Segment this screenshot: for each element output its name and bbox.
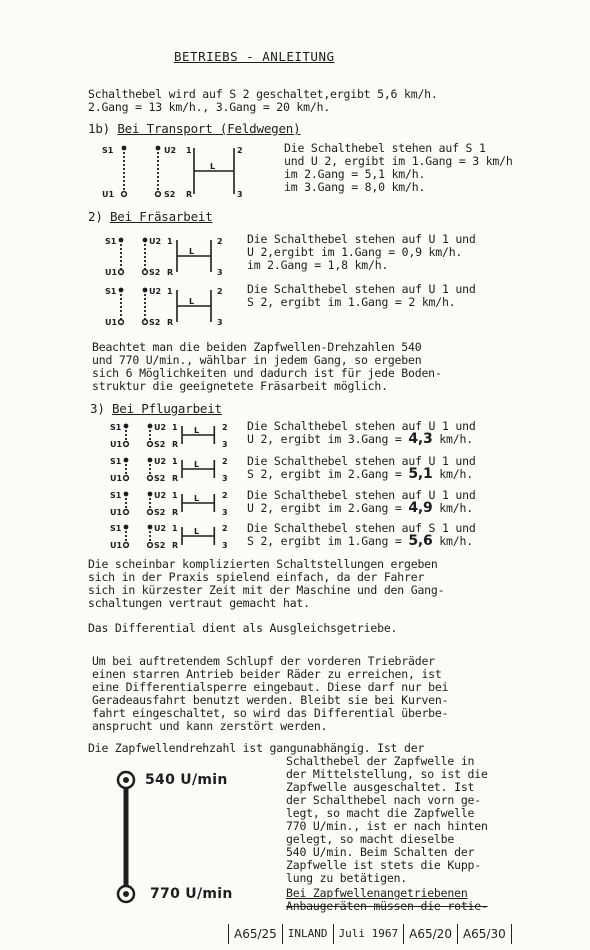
gear4-label-1: 1	[172, 457, 178, 466]
gear3-label-u1: U1	[110, 440, 123, 449]
gear-diagram-pflug-2	[110, 454, 245, 484]
zapfwelle-line-6: 770 U/min., ist er nach hinten	[286, 819, 488, 833]
gear6-label-3: 3	[222, 541, 228, 550]
gear5-label-2: 2	[222, 491, 228, 500]
gear0-label-2: 2	[237, 146, 243, 155]
pflug-row4-line-2: S 2, ergibt im 1.Gang = 5,6 km/h.	[247, 533, 473, 549]
zapfwelle-line-10: lung zu betätigen.	[286, 871, 408, 885]
gear-diagram-fraesen-1	[105, 234, 240, 278]
gear-diagram-fraesen-2	[105, 284, 240, 328]
fraesen-block1-line-2: U 2,ergibt im 1.Gang = 0,9 km/h.	[247, 245, 463, 259]
gear-diagram-pflug-3	[110, 488, 245, 518]
gear1-lever-s-bottom-dot	[119, 270, 124, 275]
gear4-label-r: R	[172, 474, 179, 483]
gear3-lever-s-top-dot	[124, 424, 129, 429]
gear4-label-2: 2	[222, 457, 228, 466]
gear6-lever-u-bottom-dot	[148, 543, 153, 548]
gear3-label-u2: U2	[154, 423, 167, 432]
gear1-lever-u-top-dot	[143, 238, 148, 243]
zapfwelle-line-5: legt, so macht die Zapfwelle	[286, 806, 475, 820]
pflug-note-line-2: sich in der Praxis spielend einfach, da der Fahrer	[88, 570, 425, 584]
zapfwelle-last-line-2: Anbaugeräten müssen die rotie-	[286, 899, 488, 913]
zapfwelle-line-4: der Schalthebel nach vorn ge-	[286, 793, 481, 807]
fraesen-note-line-2: und 770 U/min., wählbar in jedem Gang, so ergeben	[92, 353, 422, 367]
gear2-label-r: R	[167, 318, 174, 327]
fraesen-note-line-4: struktur die geeignetete Fräsarbeit möglich.	[92, 379, 388, 393]
differential-para-line-6: ansprucht und kann zerstört werden.	[92, 719, 328, 733]
gear0-label-u2: U2	[164, 146, 177, 155]
fraesen-block1-line-3: im 2.Gang = 1,8 km/h.	[247, 258, 389, 272]
gear1-label-u1: U1	[105, 268, 118, 277]
gear5-label-u1: U1	[110, 508, 123, 517]
gear6-lever-s-top-dot	[124, 525, 129, 530]
pflug-row2-line-1: Die Schalthebel stehen auf U 1 und	[247, 454, 476, 468]
gear5-label-3: 3	[222, 508, 228, 517]
gear6-label-1: 1	[172, 524, 178, 533]
gear2-label-s2: S2	[149, 318, 161, 327]
differential-para-line-2: einen starren Antrieb beider Räder zu erreichen, ist	[92, 667, 442, 681]
fraesen-note-line-3: sich 6 Möglichkeiten und dadurch ist für jede Boden-	[92, 366, 442, 380]
gear3-label-1: 1	[172, 423, 178, 432]
gear5-label-l: L	[194, 494, 200, 503]
gear3-label-r: R	[172, 440, 179, 449]
gear1-label-r: R	[167, 268, 174, 277]
intro-line-2: 2.Gang = 13 km/h., 3.Gang = 20 km/h.	[88, 100, 331, 114]
gear6-lever-u-top-dot	[148, 525, 153, 530]
pto-label-540: 540 U/min	[145, 772, 228, 788]
gear4-label-l: L	[194, 460, 200, 469]
gear3-label-s2: S2	[154, 440, 166, 449]
gear0-lever-s-bottom-dot	[122, 192, 127, 197]
fraesen-block2-line-2: S 2, ergibt im 1.Gang = 2 km/h.	[247, 295, 456, 309]
gear0-label-s2: S2	[164, 190, 176, 199]
section-transport-heading: 1b) Bei Transport (Feldwegen)	[88, 121, 301, 136]
gear3-label-3: 3	[222, 440, 228, 449]
gear3-label-l: L	[194, 426, 200, 435]
gear6-lever-s-bottom-dot	[124, 543, 129, 548]
footer-reference-bar	[228, 924, 512, 944]
gear0-label-u1: U1	[102, 190, 115, 199]
pflug-row2-line-2: S 2, ergibt im 2.Gang = 5,1 km/h.	[247, 466, 473, 482]
zapfwelle-line-2: der Mittelstellung, so ist die	[286, 767, 488, 781]
gear3-lever-u-bottom-dot	[148, 442, 153, 447]
gear1-lever-s-top-dot	[119, 238, 124, 243]
gear3-lever-s-bottom-dot	[124, 442, 129, 447]
transport-line-3: im 2.Gang = 5,1 km/h.	[284, 167, 426, 181]
gear3-lever-u-top-dot	[148, 424, 153, 429]
pto-label-770: 770 U/min	[150, 886, 233, 902]
gear1-label-s2: S2	[149, 268, 161, 277]
zapfwelle-last-line-1: Bei Zapfwellenangetriebenen	[286, 886, 468, 900]
gear5-lever-s-top-dot	[124, 492, 129, 497]
gear5-label-r: R	[172, 508, 179, 517]
gear5-label-u2: U2	[154, 491, 167, 500]
footer-cell-1: A65/25	[228, 924, 282, 944]
gear4-lever-u-bottom-dot	[148, 476, 153, 481]
pto-shift-diagram	[110, 764, 140, 914]
gear2-label-3: 3	[217, 318, 223, 327]
gear0-lever-u-top-dot	[156, 146, 161, 151]
gear0-lever-s-top-dot	[122, 146, 127, 151]
differential-para-line-4: Geradeausfahrt benutzt werden. Bleibt sie bei Kurven-	[92, 693, 449, 707]
pflug-row1-line-2: U 2, ergibt im 3.Gang = 4,3 km/h.	[247, 431, 473, 447]
gear2-lever-s-top-dot	[119, 288, 124, 293]
intro-line-1: Schalthebel wird auf S 2 geschaltet,ergibt 5,6 km/h.	[88, 87, 438, 101]
zapfwelle-first-line: Die Zapfwellendrehzahl ist gangunabhängig. Ist der	[88, 741, 425, 755]
gear5-lever-s-bottom-dot	[124, 510, 129, 515]
fraesen-block2-line-1: Die Schalthebel stehen auf U 1 und	[247, 282, 476, 296]
section-pflug-heading: 3) Bei Pflugarbeit	[90, 401, 222, 416]
gear4-lever-s-bottom-dot	[124, 476, 129, 481]
gear5-lever-u-bottom-dot	[148, 510, 153, 515]
footer-cell-3: Juli 1967	[333, 924, 404, 944]
gear-diagram-transport	[102, 142, 272, 200]
gear0-label-1: 1	[186, 146, 192, 155]
gear4-label-s2: S2	[154, 474, 166, 483]
differential-para-line-1: Um bei auftretendem Schlupf der vorderen Triebräder	[92, 654, 435, 668]
gear5-label-1: 1	[172, 491, 178, 500]
gear4-label-u2: U2	[154, 457, 167, 466]
footer-cell-2: INLAND	[282, 924, 333, 944]
gear6-label-u2: U2	[154, 524, 167, 533]
gear1-lever-u-bottom-dot	[143, 270, 148, 275]
gear4-label-u1: U1	[110, 474, 123, 483]
pflug-note-line-3: sich in kürzester Zeit mit der Maschine und den Gang-	[88, 583, 445, 597]
footer-cell-5: A65/30	[457, 924, 512, 944]
gear2-label-1: 1	[167, 287, 173, 296]
gear1-label-1: 1	[167, 237, 173, 246]
transport-line-1: Die Schalthebel stehen auf S 1	[284, 141, 486, 155]
transport-line-2: und U 2, ergibt im 1.Gang = 3 km/h	[284, 154, 513, 168]
section-fraesen-heading: 2) Bei Fräsarbeit	[88, 209, 213, 224]
gear1-label-u2: U2	[149, 237, 162, 246]
gear4-lever-u-top-dot	[148, 458, 153, 463]
gear6-label-l: L	[194, 527, 200, 536]
gear4-label-3: 3	[222, 474, 228, 483]
differential-para-line-3: eine Differentialsperre eingebaut. Diese darf nur bei	[92, 680, 449, 694]
gear1-label-3: 3	[217, 268, 223, 277]
pflug-note-line-4: schaltungen vertraut gemacht hat.	[88, 596, 310, 610]
pflug-row1-line-1: Die Schalthebel stehen auf U 1 und	[247, 419, 476, 433]
gear0-label-r: R	[186, 190, 193, 199]
gear1-label-2: 2	[217, 237, 223, 246]
fraesen-block1-line-1: Die Schalthebel stehen auf U 1 und	[247, 232, 476, 246]
gear2-label-l: L	[189, 297, 195, 306]
pflug-row3-line-2: U 2, ergibt im 2.Gang = 4,9 km/h.	[247, 500, 473, 516]
gear4-label-s1: S1	[110, 457, 122, 466]
differential-para-line-5: fahrt eingeschaltet, so wird das Differential überbe-	[92, 706, 449, 720]
differential-line: Das Differential dient als Ausgleichsgetriebe.	[88, 621, 398, 635]
zapfwelle-line-7: gelegt, so macht dieselbe	[286, 832, 455, 846]
pflug-row4-line-1: Die Schalthebel stehen auf S 1 und	[247, 521, 476, 535]
zapfwelle-line-3: Zapfwelle ausgeschaltet. Ist	[286, 780, 475, 794]
gear-diagram-pflug-4	[110, 521, 245, 551]
gear3-label-2: 2	[222, 423, 228, 432]
gear6-label-2: 2	[222, 524, 228, 533]
gear5-lever-u-top-dot	[148, 492, 153, 497]
gear6-label-s1: S1	[110, 524, 122, 533]
zapfwelle-line-1: Schalthebel der Zapfwelle in	[286, 754, 475, 768]
document-title: BETRIEBS - ANLEITUNG	[174, 49, 335, 64]
gear1-label-l: L	[189, 247, 195, 256]
gear6-label-r: R	[172, 541, 179, 550]
gear3-label-s1: S1	[110, 423, 122, 432]
gear5-label-s1: S1	[110, 491, 122, 500]
pto-position-540-dot	[123, 777, 129, 783]
gear1-label-s1: S1	[105, 237, 117, 246]
pflug-row3-line-1: Die Schalthebel stehen auf U 1 und	[247, 488, 476, 502]
pflug-note-line-1: Die scheinbar komplizierten Schaltstellungen ergeben	[88, 557, 438, 571]
gear2-lever-u-bottom-dot	[143, 320, 148, 325]
gear6-label-s2: S2	[154, 541, 166, 550]
gear5-label-s2: S2	[154, 508, 166, 517]
gear2-lever-u-top-dot	[143, 288, 148, 293]
gear2-label-s1: S1	[105, 287, 117, 296]
zapfwelle-line-8: 540 U/min. Beim Schalten der	[286, 845, 475, 859]
gear-diagram-pflug-1	[110, 420, 245, 450]
pto-position-770-dot	[123, 891, 129, 897]
fraesen-note-line-1: Beachtet man die beiden Zapfwellen-Drehzahlen 540	[92, 340, 422, 354]
gear0-label-3: 3	[237, 190, 243, 199]
gear0-label-l: L	[210, 162, 216, 171]
transport-line-4: im 3.Gang = 8,0 km/h.	[284, 180, 426, 194]
gear0-lever-u-bottom-dot	[156, 192, 161, 197]
zapfwelle-line-9: Zapfwelle ist stets die Kupp-	[286, 858, 481, 872]
gear0-label-s1: S1	[102, 146, 114, 155]
gear2-label-2: 2	[217, 287, 223, 296]
gear4-lever-s-top-dot	[124, 458, 129, 463]
gear2-label-u2: U2	[149, 287, 162, 296]
gear2-label-u1: U1	[105, 318, 118, 327]
gear2-lever-s-bottom-dot	[119, 320, 124, 325]
gear6-label-u1: U1	[110, 541, 123, 550]
footer-cell-4: A65/20	[403, 924, 457, 944]
